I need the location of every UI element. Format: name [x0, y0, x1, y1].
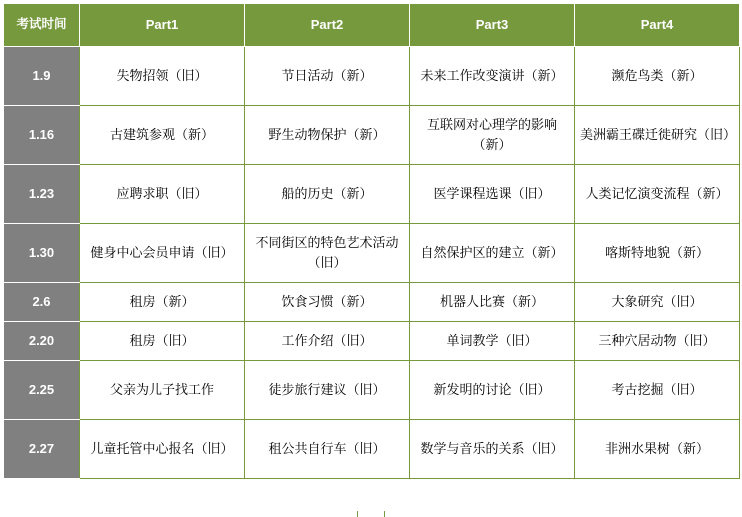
exam-date: 2.25 — [4, 361, 80, 420]
topic-part2: 工作介绍（旧） — [245, 322, 410, 361]
topic-part3: 自然保护区的建立（新） — [410, 224, 575, 283]
topic-part2: 租公共自行车（旧） — [245, 420, 410, 479]
table-row — [4, 47, 740, 106]
exam-date: 2.20 — [4, 322, 80, 361]
topic-part4: 人类记忆演变流程（新） — [575, 165, 740, 224]
topic-part1: 古建筑参观（新） — [80, 106, 245, 165]
topic-part1: 租房（旧） — [80, 322, 245, 361]
topic-part4: 非洲水果树（新） — [575, 420, 740, 479]
topic-part1: 健身中心会员申请（旧） — [80, 224, 245, 283]
table-row — [4, 165, 740, 224]
exam-date: 1.23 — [4, 165, 80, 224]
column-header-part4: Part4 — [575, 4, 740, 47]
exam-schedule-table — [3, 3, 740, 479]
topic-part4: 考古挖掘（旧） — [575, 361, 740, 420]
exam-date: 2.27 — [4, 420, 80, 479]
topic-part3: 医学课程选课（旧） — [410, 165, 575, 224]
topic-part3: 互联网对心理学的影响（新） — [410, 106, 575, 165]
topic-part1: 应聘求职（旧） — [80, 165, 245, 224]
topic-part3: 单词教学（旧） — [410, 322, 575, 361]
table-header — [4, 4, 740, 47]
topic-part4: 三种穴居动物（旧） — [575, 322, 740, 361]
topic-part3: 新发明的讨论（旧） — [410, 361, 575, 420]
table-body — [4, 47, 740, 479]
exam-date: 1.16 — [4, 106, 80, 165]
topic-part2: 船的历史（新） — [245, 165, 410, 224]
column-header-part1: Part1 — [80, 4, 245, 47]
topic-part4: 美洲霸王碟迁徙研究（旧） — [575, 106, 740, 165]
topic-part1: 父亲为儿子找工作 — [80, 361, 245, 420]
header-row — [4, 4, 740, 47]
exam-date: 2.6 — [4, 283, 80, 322]
exam-date: 1.9 — [4, 47, 80, 106]
topic-part3: 未来工作改变演讲（新） — [410, 47, 575, 106]
topic-part1: 儿童托管中心报名（旧） — [80, 420, 245, 479]
topic-part2: 节日活动（新） — [245, 47, 410, 106]
topic-part2: 野生动物保护（新） — [245, 106, 410, 165]
topic-part1: 失物招领（旧） — [80, 47, 245, 106]
topic-part3: 机器人比赛（新） — [410, 283, 575, 322]
topic-part2: 不同街区的特色艺术活动（旧） — [245, 224, 410, 283]
exam-date: 1.30 — [4, 224, 80, 283]
table-row — [4, 283, 740, 322]
topic-part2: 饮食习惯（新） — [245, 283, 410, 322]
exam-schedule-sheet — [0, 3, 742, 517]
table-row — [4, 361, 740, 420]
topic-part3: 数学与音乐的关系（旧） — [410, 420, 575, 479]
table-row — [4, 224, 740, 283]
topic-part4: 喀斯特地貌（新） — [575, 224, 740, 283]
topic-part2: 徒步旅行建议（旧） — [245, 361, 410, 420]
table-row — [4, 322, 740, 361]
table-bottom-edge — [357, 511, 385, 517]
column-header-part3: Part3 — [410, 4, 575, 47]
topic-part4: 濒危鸟类（新） — [575, 47, 740, 106]
topic-part4: 大象研究（旧） — [575, 283, 740, 322]
topic-part1: 租房（新） — [80, 283, 245, 322]
table-row — [4, 420, 740, 479]
table-row — [4, 106, 740, 165]
column-header-exam-time: 考试时间 — [4, 4, 80, 47]
column-header-part2: Part2 — [245, 4, 410, 47]
